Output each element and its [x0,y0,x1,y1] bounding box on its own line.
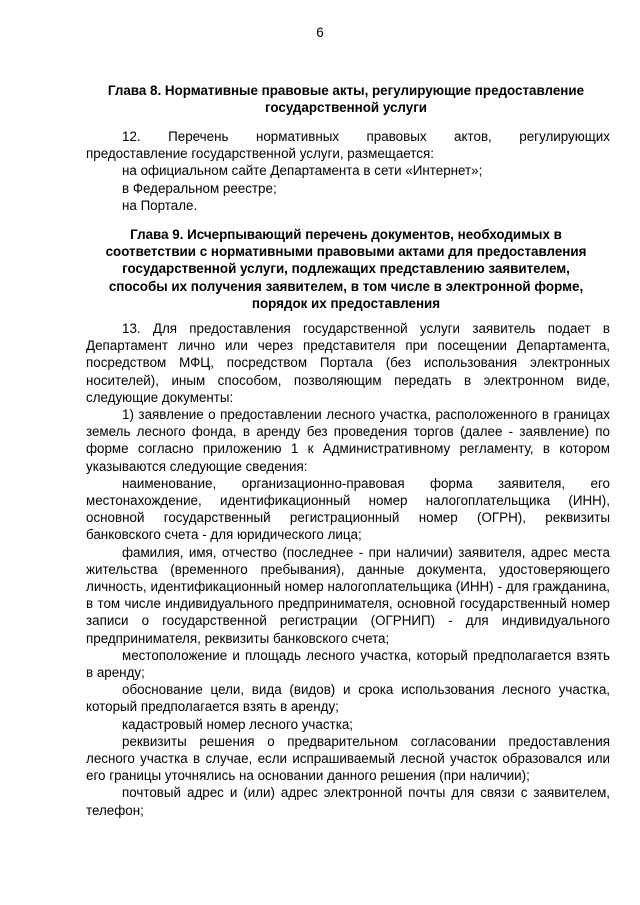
chapter-9-title-line: соответствии с нормативными правовыми актами для предоставления [105,244,587,260]
chapter-9-body [86,320,610,819]
info-item: обоснование цели, вида (видов) и срока использования лесного участка, который предполагается взять в аренду; [86,682,610,715]
list-item: в Федеральном реестре; [122,180,277,196]
info-item: наименование, организационно-правовая форма заявителя, его местонахождение, идентификационный номер налогоплательщика (ИНН), основной государственный регистрационный номер (ОГРН), реквизиты банковского счета - для юридического лица; [86,475,610,543]
info-item: фамилия, имя, отчество (последнее - при наличии) заявителя, адрес места жительства (временного пребывания), данные документа, удостоверяющего личность, идентификационный номер налогоплательщика (ИНН) - для гражданина, в том числе индивидуального предпринимателя, основной государственный номер записи о государственной регистрации (ОГРНИП) - для индивидуального предпринимателя, реквизиты банковского счета; [86,544,610,646]
chapter-9-title [86,226,606,312]
chapter-9-title-line: способы их получения заявителем, в том числе в электронной форме, [108,278,584,294]
info-item: кадастровый номер лесного участка; [122,716,354,732]
chapter-9-title-line: порядок их предоставления [251,295,441,311]
info-item: почтовый адрес и (или) адрес электронной почты для связи с заявителем, телефон; [86,785,610,818]
subitem-1: 1) заявление о предоставлении лесного участка, расположенного в границах земель лесного фонда, в аренду без проведения торгов (далее - заявление) по форме согласно приложению 1 к Административному регламенту, в котором указываются следующие сведения: [86,407,610,474]
chapter-8-title-line: государственной услуги [264,100,428,116]
list-item: на Портале. [122,197,198,213]
page-number: 6 [316,25,324,40]
chapter-9-title-line: государственной услуги, подлежащих представлению заявителем, [122,261,570,277]
paragraph-13: 13. Для предоставления государственной услуги заявитель подает в Департамент лично или через представителя при посещении Департамента, посредством МФЦ, посредством Портала (без использования электронных носителей), иным способом, позволяющим передать в электронном виде, следующие документы: [86,321,610,405]
info-item: местоположение и площадь лесного участка, который предполагается взять в аренду; [86,647,610,681]
chapter-8-body [86,128,610,214]
info-item: реквизиты решения о предварительном согласовании предоставления лесного участка в случае, если испрашиваемый лесной участок образовался или его границы уточнялись на основании данного решения (при наличии); [86,733,610,784]
chapter-8-title-line: Глава 8. Нормативные правовые акты, регулирующие предоставление [107,83,585,98]
list-item: на официальном сайте Департамента в сети «Интернет»; [122,163,483,179]
paragraph-12-cont: предоставление государственной услуги, размещается: [86,146,434,162]
chapter-8-title [86,82,606,116]
paragraph-12: 12. Перечень нормативных правовых актов, регулирующих [122,129,610,144]
chapter-9-title-line: Глава 9. Исчерпывающий перечень документов, необходимых в [130,227,562,242]
